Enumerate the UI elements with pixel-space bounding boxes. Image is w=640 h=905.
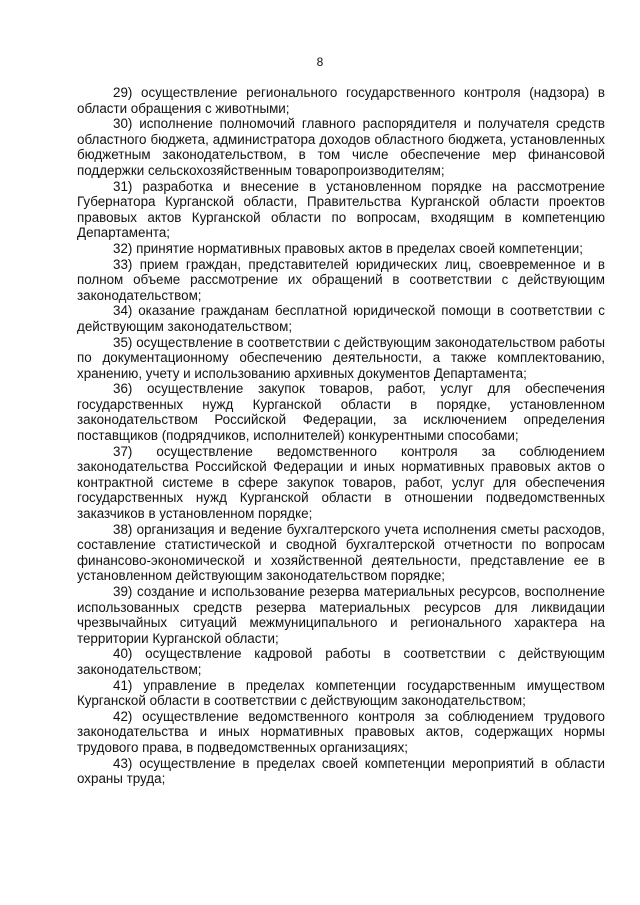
page-number: 8	[316, 55, 324, 69]
paragraph-43: 43) осуществление в пределах своей компетенции мероприятий в области охраны труда;	[77, 755, 605, 787]
paragraph-42: 42) осуществление ведомственного контроля за соблюдением трудового законодательства и иных нормативных правовых актов, содержащих нормы трудового права, в подведомственных организациях;	[77, 708, 605, 755]
paragraph-33: 33) прием граждан, представителей юридических лиц, своевременное и в полном объеме рассмотрение их обращений в соответствии с действующим законодательством;	[77, 256, 605, 303]
paragraph-31: 31) разработка и внесение в установленном порядке на рассмотрение Губернатора Курганской области, Правительства Курганской области проектов правовых актов Курганской области по вопросам, входящим в компетенцию Департамента;	[77, 178, 605, 241]
document-body	[77, 85, 605, 787]
paragraph-40: 40) осуществление кадровой работы в соответствии с действующим законодательством;	[77, 646, 605, 677]
paragraph-38: 38) организация и ведение бухгалтерского учета исполнения сметы расходов, составление статистической и сводной бухгалтерской отчетности по вопросам финансово-экономической и хозяйственной деятельности, представление ее в установленном действующим законодательством порядке;	[77, 521, 605, 584]
paragraph-34: 34) оказание гражданам бесплатной юридической помощи в соответствии с действующим законодательством;	[77, 303, 605, 334]
paragraph-32: 32) принятие нормативных правовых актов в пределах своей компетенции;	[113, 240, 583, 256]
paragraph-30: 30) исполнение полномочий главного распорядителя и получателя средств областного бюджета, администратора доходов областного бюджета, установленных бюджетным законодательством, в том числе обеспечение мер финансовой поддержки сельскохозяйственным товаропроизводителям;	[77, 116, 605, 178]
paragraph-37: 37) осуществление ведомственного контроля за соблюдением законодательства Российской Федерации и иных нормативных правовых актов о контрактной системе в сфере закупок товаров, работ, услуг для обеспечения государственных нужд Курганской области в отношении подведомственных заказчиков в установленном порядке;	[77, 443, 605, 522]
paragraph-35: 35) осуществление в соответствии с действующим законодательством работы по документационному обеспечению деятельности, а также комплектованию, хранению, учету и использованию архивных документов Департамента;	[77, 334, 605, 381]
paragraph-41: 41) управление в пределах компетенции государственным имуществом Курганской области в соответствии с действующим законодательством;	[77, 677, 605, 709]
paragraph-29: 29) осуществление регионального государственного контроля (надзора) в области обращения с животными;	[77, 85, 605, 116]
paragraph-39: 39) создание и использование резерва материальных ресурсов, восполнение использованных средств резерва материальных ресурсов для ликвидации чрезвычайных ситуаций межмуниципального и регионального характера на территории Курганской области;	[77, 584, 605, 646]
paragraph-36: 36) осуществление закупок товаров, работ, услуг для обеспечения государственных нужд Курганской области в порядке, установленном законодательством Российской Федерации, за исключением определения поставщиков (подрядчиков, исполнителей) конкурентными способами;	[77, 381, 605, 444]
